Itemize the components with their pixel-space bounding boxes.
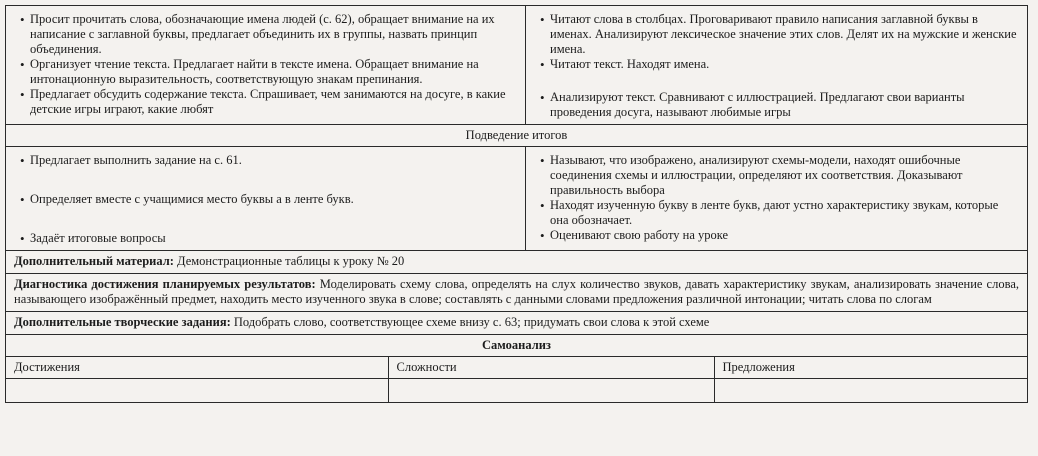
summary-student-item: • Называют, что изображено, анализируют схемы-модели, находят ошибочные соединения схемы и иллюстрации, определяют их соответствия. Доказывают правильность выбора [540,153,1019,198]
summary-teacher-item: • Определяет вместе с учащимися место буквы а в ленте букв. [20,192,517,207]
creative-tasks-cell [6,312,1028,335]
summary-student-item: • Оценивают свою работу на уроке [540,228,1019,243]
summary-teacher-item: • Задаёт итоговые вопросы [20,231,517,246]
creative-tasks-text: Подобрать слово, соответствующее схеме внизу с. 63; придумать свои слова к этой схеме [230,315,710,329]
diagnostics-row [6,274,1028,312]
self-analysis-grid-row [6,357,1028,403]
self-analysis-empty-cell [714,379,1028,403]
summary-teacher-item: • Предлагает выполнить задание на с. 61. [20,153,517,168]
teacher-activity-item: • Организует чтение текста. Предлагает найти в тексте имена. Обращает внимание на интонационную выразительность, соответствующую знакам препинания. [20,57,517,87]
self-analysis-column-header: Предложения [714,357,1028,379]
self-analysis-empty-cell [388,379,714,403]
summary-student-cell [526,147,1028,251]
self-analysis-title-row [6,335,1028,357]
self-analysis-column-header: Достижения [6,357,388,379]
self-analysis-title: Самоанализ [6,335,1028,357]
summary-row [6,147,1028,251]
self-analysis-empty-cell [6,379,388,403]
student-activity-item: • Читают слова в столбцах. Проговаривают правило написания заглавной буквы в именах. Анализируют лексическое значение этих слов. Делят их на мужские и женские имена. [540,12,1019,57]
diagnostics-label: Диагностика достижения планируемых результатов: [14,277,316,291]
student-activity-item: • Читают текст. Находят имена. [540,57,1019,72]
diagnostics-text: Моделировать схему слова, определять на слух количество звуков, давать характеристику звукам, анализировать значение слова, называющего изображённый предмет, находить место изученного звука в слове; составлять с данными словами предложения различной интонации; читать слова по слогам [14,277,1020,306]
additional-material-text: Демонстрационные таблицы к уроку № 20 [173,254,405,268]
teacher-activity-item: • Просит прочитать слова, обозначающие имена людей (с. 62), обращает внимание на их написание с заглавной буквы, предлагает объединить их в группы, назвать принцип объединения. [20,12,517,57]
activity-row [6,6,1028,125]
creative-tasks-row [6,312,1028,335]
self-analysis-grid-cell [6,357,1028,403]
summary-student-item: • Находят изученную букву в ленте букв, дают устно характеристику звукам, которые она обозначает. [540,198,1019,228]
creative-tasks-label: Дополнительные творческие задания: [14,315,231,329]
student-activity-cell [526,6,1028,125]
self-analysis-table [6,357,1028,402]
summary-title: Подведение итогов [6,125,1028,147]
diagnostics-cell [6,274,1028,312]
summary-title-row [6,125,1028,147]
additional-material-label: Дополнительный материал: [14,254,174,268]
teacher-activity-item: • Предлагает обсудить содержание текста. Спрашивает, чем занимаются на досуге, в какие детские игры играют, какие любят [20,87,517,117]
student-activity-item: • Анализируют текст. Сравнивают с иллюстрацией. Предлагают свои варианты проведения досуга, называют любимые игры [540,90,1019,120]
self-analysis-column-header: Сложности [388,357,714,379]
additional-material-cell [6,251,1028,274]
additional-material-row [6,251,1028,274]
self-analysis-header-row [6,357,1028,379]
teacher-activity-cell [6,6,526,125]
lesson-plan-table [5,5,1028,403]
self-analysis-empty-row [6,379,1028,403]
summary-teacher-cell [6,147,526,251]
